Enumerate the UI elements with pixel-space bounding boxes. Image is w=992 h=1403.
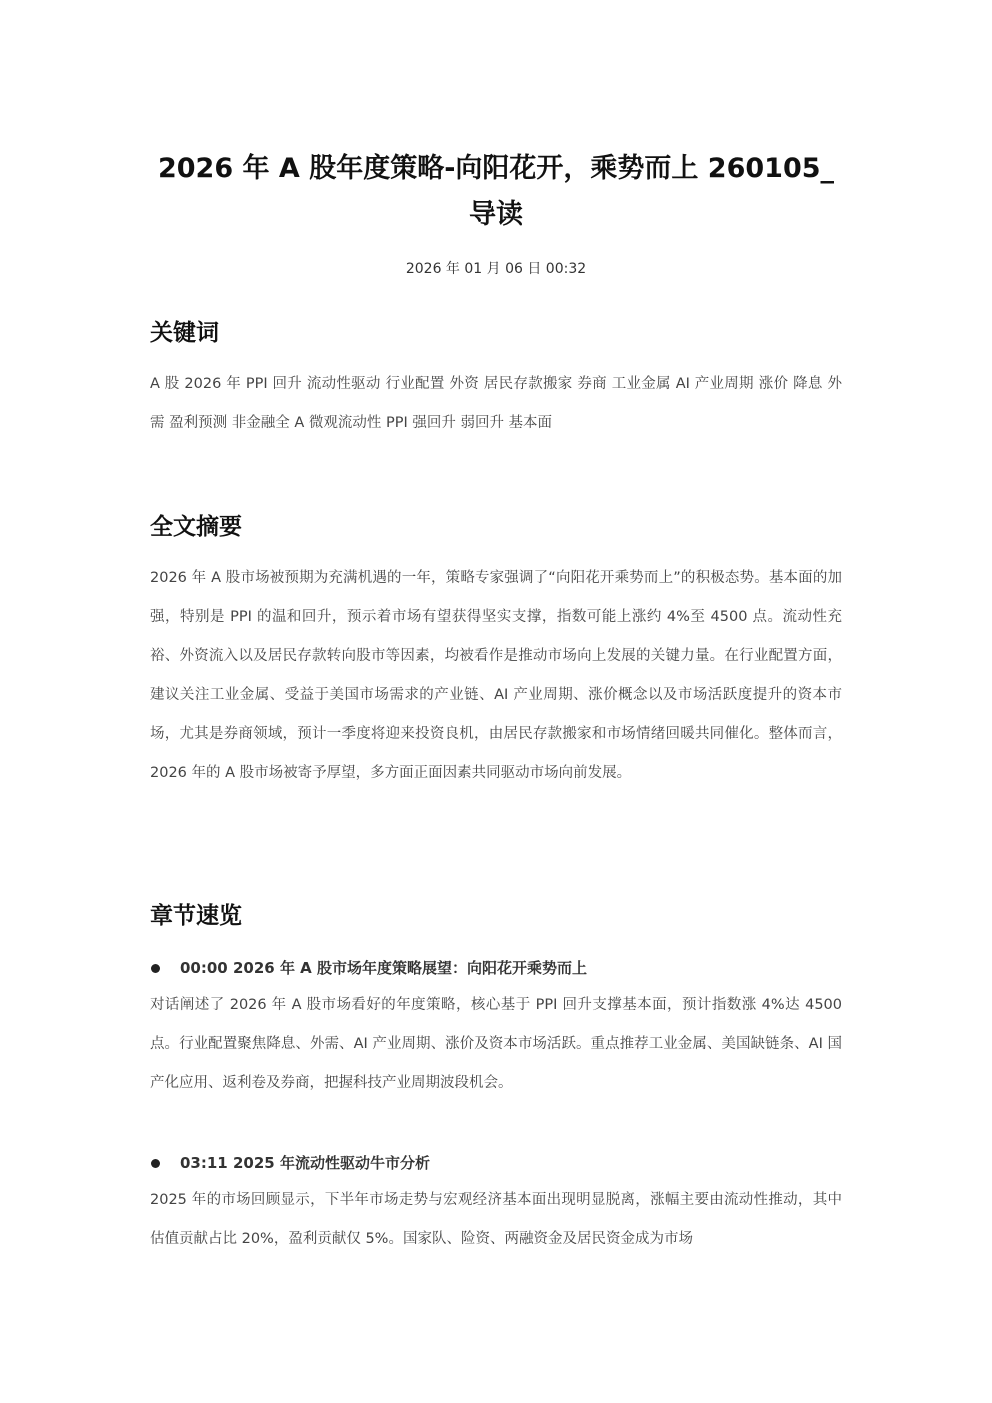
summary-text: 2026 年 A 股市场被预期为充满机遇的一年，策略专家强调了“向阳花开乘势而上”的积极态势。基本面的加强，特别是 PPI 的温和回升，预示着市场有望获得坚实支撑，指数可能上涨约 4%至 4500 点。流动性充裕、外资流入以及居民存款转向股市等因素，均被看作是推动市场向上发展的关键力量。在行业配置方面，建议关注工业金属、受益于美国市场需求的产业链、AI 产业周期、涨价概念以及市场活跃度提升的资本市场，尤其是券商领域，预计一季度将迎来投资良机，由居民存款搬家和市场情绪回暖共同催化。整体而言，2026 年的 A 股市场被寄予厚望，多方面正面因素共同驱动市场向前发展。 [150,570,842,781]
document-date: 2026 年 01 月 06 日 00:32 [405,261,587,277]
chapters-heading: 章节速览 [150,903,242,929]
chapter-title-text: 00:00 2026 年 A 股市场年度策略展望：向阳花开乘势而上 [180,959,587,977]
summary-heading: 全文摘要 [150,514,242,540]
bullet-icon [151,1159,160,1168]
chapter-title-text: 03:11 2025 年流动性驱动牛市分析 [180,1154,430,1172]
document-title: 2026 年 A 股年度策略-向阳花开，乘势而上 260105_导读 [157,153,835,230]
chapter-item-title [150,1151,842,1175]
chapter-item-text: 2025 年的市场回顾显示，下半年市场走势与宏观经济基本面出现明显脱离，涨幅主要由流动性推动，其中估值贡献占比 20%，盈利贡献仅 5%。国家队、险资、两融资金及居民资金成为市场 [150,1192,842,1247]
bullet-icon [151,964,160,973]
chapter-item-text: 对话阐述了 2026 年 A 股市场看好的年度策略，核心基于 PPI 回升支撑基本面，预计指数涨 4%达 4500 点。行业配置聚焦降息、外需、AI 产业周期、涨价及资本市场活跃。重点推荐工业金属、美国缺链条、AI 国产化应用、返利卷及券商，把握科技产业周期波段机会。 [150,997,842,1091]
keywords-heading: 关键词 [150,320,219,346]
chapter-item-title [150,956,842,980]
keywords-text: A 股 2026 年 PPI 回升 流动性驱动 行业配置 外资 居民存款搬家 券商 工业金属 AI 产业周期 涨价 降息 外需 盈利预测 非金融全 A 微观流动性 PPI 强回升 弱回升 基本面 [150,376,842,431]
